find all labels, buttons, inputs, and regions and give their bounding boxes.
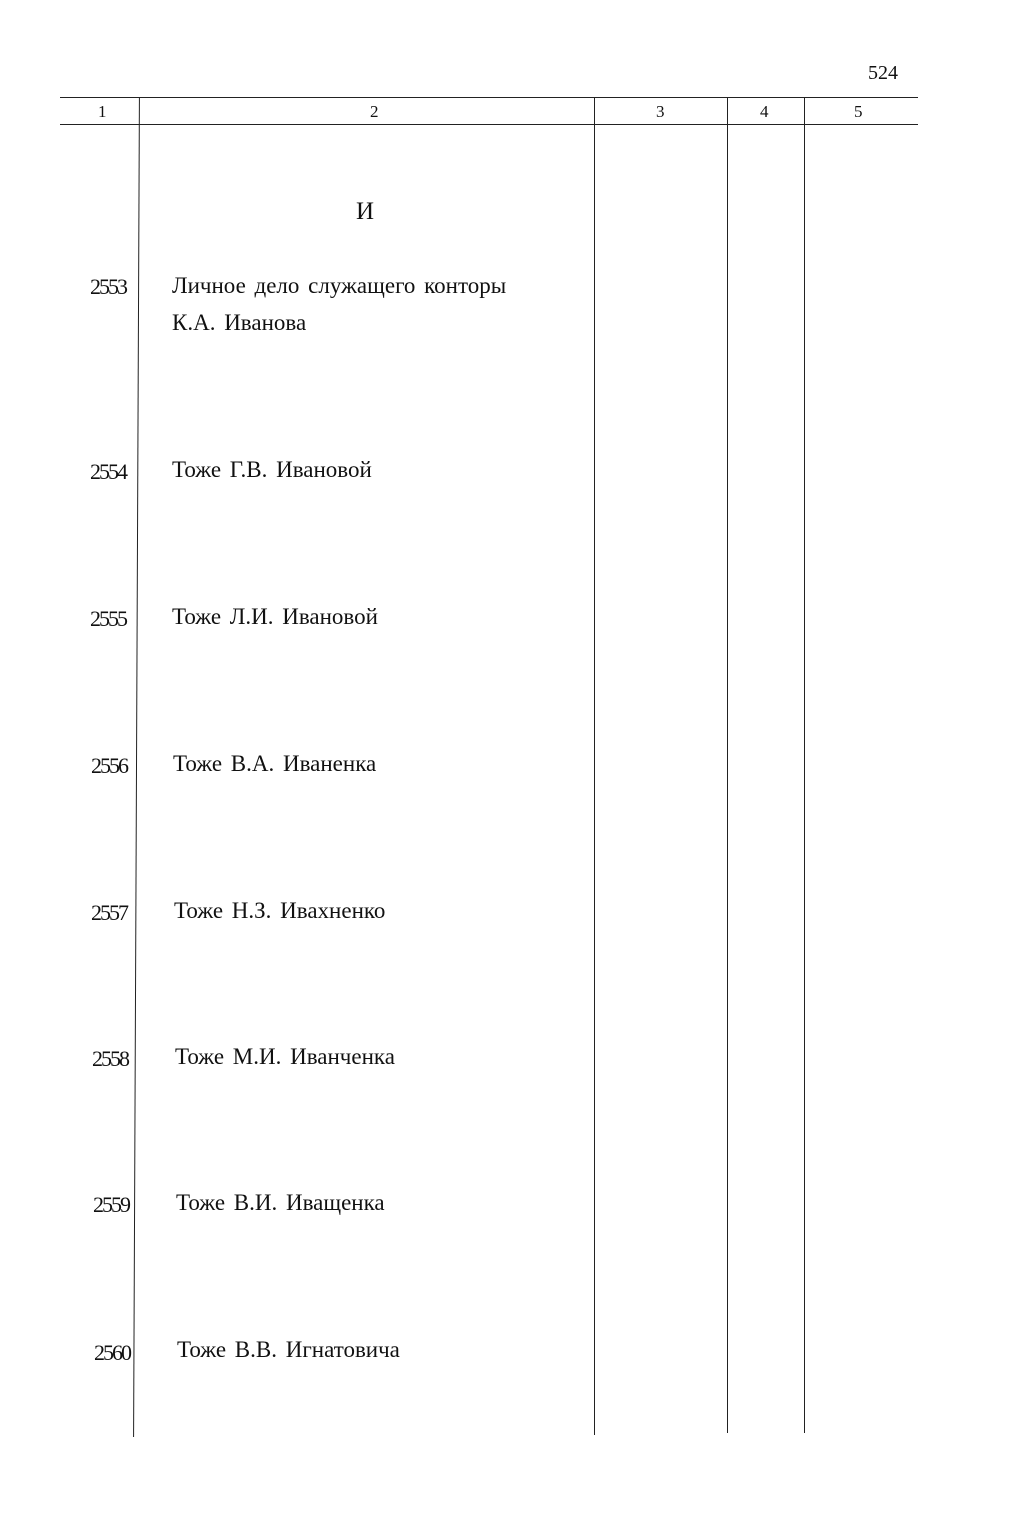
- row-number: 2555: [90, 606, 126, 631]
- column-divider-3: [727, 97, 728, 1433]
- row-description-line-2: К.А. Иванова: [172, 310, 307, 335]
- column-divider-2: [594, 97, 595, 1435]
- column-header-4: 4: [760, 102, 769, 121]
- section-letter: И: [356, 198, 375, 225]
- row-number: 2560: [94, 1340, 130, 1365]
- row-number: 2554: [90, 459, 126, 484]
- row-number: 2557: [91, 900, 127, 925]
- row-number: 2556: [91, 753, 127, 778]
- row-number: 2553: [90, 274, 126, 299]
- column-divider-4: [804, 97, 805, 1433]
- column-header-1: 1: [98, 102, 107, 121]
- row-description: Тоже В.В. Игнатовича: [177, 1337, 400, 1362]
- row-description: Личное дело служащего конторы: [172, 273, 507, 298]
- row-number: 2558: [92, 1046, 128, 1071]
- column-header-3: 3: [656, 102, 665, 121]
- row-description: Тоже М.И. Иванченка: [175, 1044, 395, 1069]
- table-header-rule: [60, 124, 918, 125]
- table-top-rule: [60, 97, 918, 98]
- column-header-5: 5: [854, 102, 863, 121]
- row-number: 2559: [93, 1192, 129, 1217]
- row-description: Тоже В.А. Иваненка: [173, 751, 377, 776]
- row-description: Тоже Н.З. Ивахненко: [174, 898, 386, 923]
- page-number: 524: [868, 62, 898, 84]
- column-divider-1: [133, 97, 140, 1437]
- row-description: Тоже Г.В. Ивановой: [172, 457, 372, 482]
- row-description: Тоже В.И. Иващенка: [176, 1190, 385, 1215]
- column-header-2: 2: [370, 102, 379, 121]
- row-description: Тоже Л.И. Ивановой: [172, 604, 378, 629]
